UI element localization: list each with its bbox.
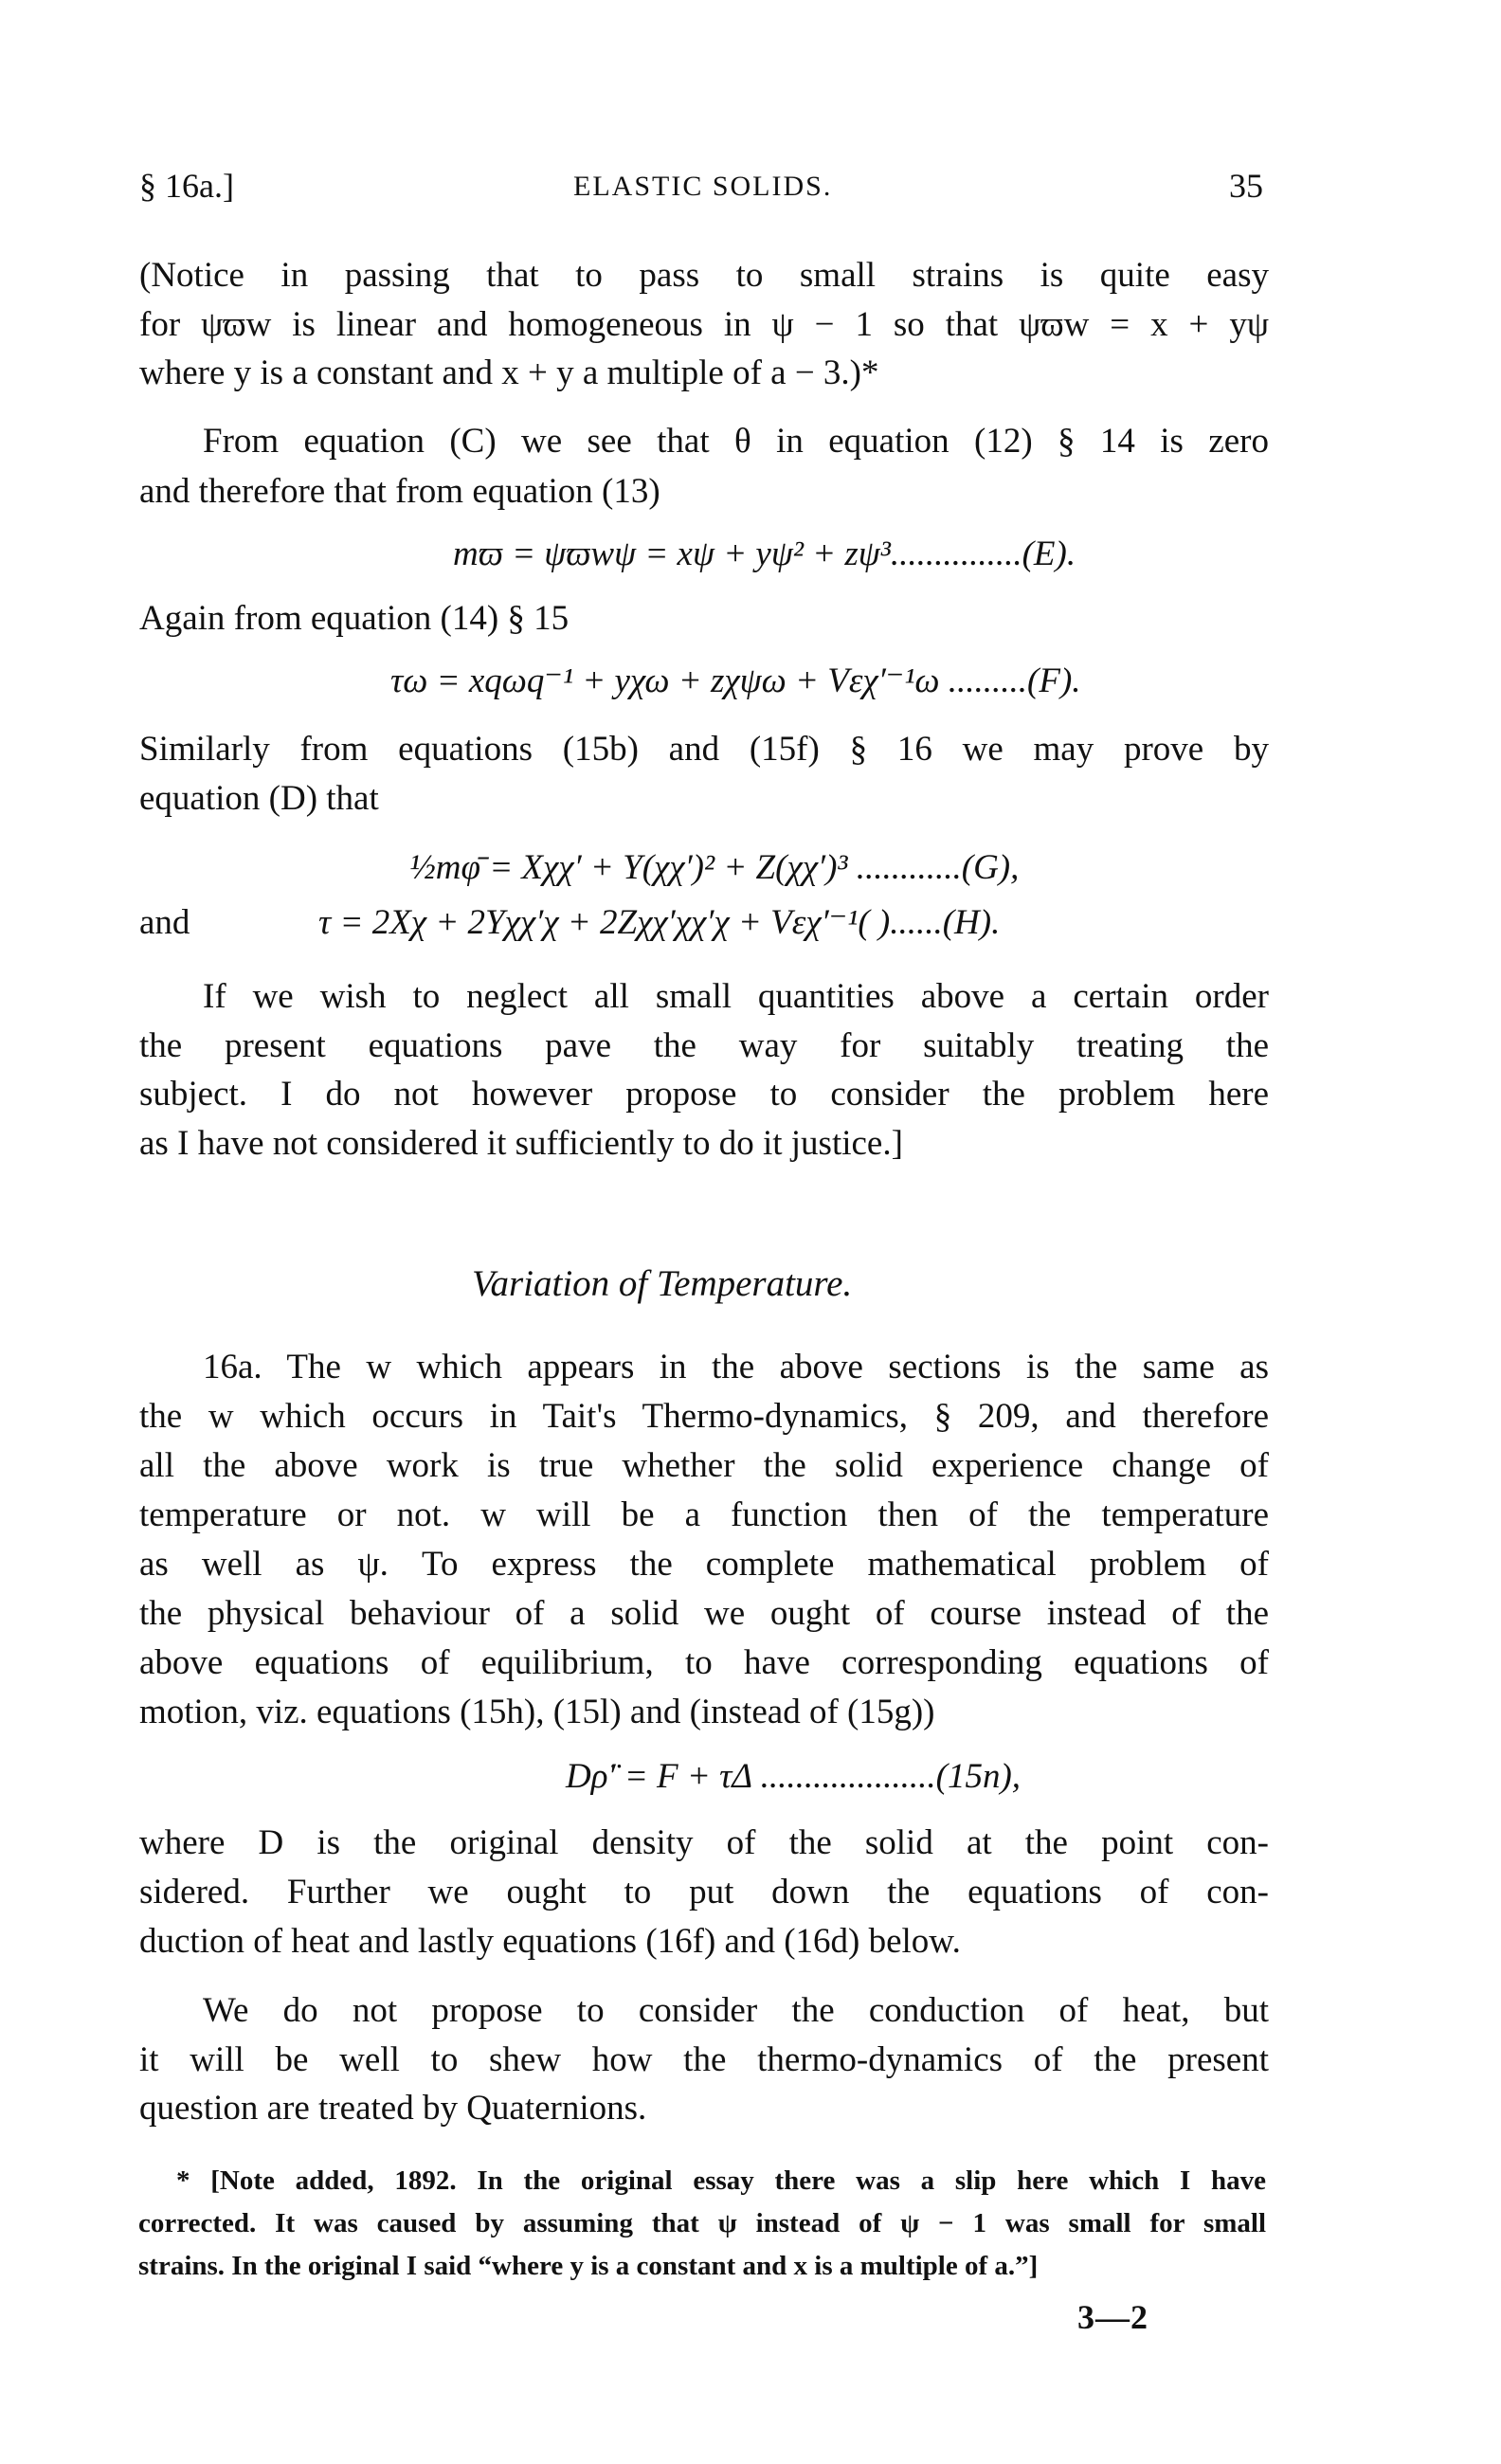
para5-line3: subject. I do not however propose to consider the problem here <box>139 1075 1269 1114</box>
section-title: Variation of Temperature. <box>472 1263 853 1304</box>
equation-15n: Dρ̈′ = F + τΔ ....................(15n), <box>566 1757 1022 1796</box>
para8-line2: it will be well to shew how the thermo-dynamics of the present <box>139 2040 1269 2079</box>
equation-H: τ = 2Xχ + 2Yχχ′χ + 2Zχχ′χχ′χ + Vεχ′⁻¹( )......(H). <box>318 903 1001 942</box>
equation-E: mϖ = ψϖwψ = xψ + yψ² + zψ³...............(E). <box>453 534 1076 573</box>
para1-line2: for ψϖw is linear and homogeneous in ψ − 1 so that ψϖw = x + yψ <box>139 305 1269 344</box>
para4-line1: Similarly from equations (15b) and (15f) § 16 we may prove by <box>139 730 1269 769</box>
para5-line4: as I have not considered it sufficiently to do it justice.] <box>139 1124 903 1163</box>
para4-line2: equation (D) that <box>139 779 379 818</box>
para6-line3: all the above work is true whether the solid experience change of <box>139 1446 1269 1485</box>
header-section-ref: § 16a.] <box>139 167 234 205</box>
header-title: ELASTIC SOLIDS. <box>573 171 833 202</box>
para7-line1: where D is the original density of the solid at the point con- <box>139 1823 1269 1862</box>
para6-line6: the physical behaviour of a solid we ought of course instead of the <box>139 1594 1269 1633</box>
header-page-number: 35 <box>1229 167 1263 205</box>
equation-G: ½mφ̄ = Xχχ′ + Y(χχ′)² + Z(χχ′)³ ............(G), <box>409 848 1020 887</box>
para3-line1: Again from equation (14) § 15 <box>139 599 570 638</box>
para2-line1: From equation (C) we see that θ in equation (12) § 14 is zero <box>203 422 1269 461</box>
para2-line2: and therefore that from equation (13) <box>139 472 660 511</box>
footnote-line3: strains. In the original I said “where y is a constant and x is a multiple of a.”] <box>138 2251 1039 2281</box>
para6-line1: 16a. The w which appears in the above sections is the same as <box>203 1348 1269 1386</box>
para7-line3: duction of heat and lastly equations (16f) and (16d) below. <box>139 1922 961 1961</box>
para6-line8: motion, viz. equations (15h), (15l) and (instead of (15g)) <box>139 1693 935 1731</box>
para5-line2: the present equations pave the way for suitably treating the <box>139 1026 1269 1065</box>
para1-line3: where y is a constant and x + y a multiple of a − 3.)* <box>139 353 879 392</box>
para1-line1: (Notice in passing that to pass to small strains is quite easy <box>139 256 1269 295</box>
footnote-line2: corrected. It was caused by assuming that ψ instead of ψ − 1 was small for small <box>138 2208 1266 2238</box>
para8-line3: question are treated by Quaternions. <box>139 2089 647 2128</box>
para6-line2: the w which occurs in Tait's Thermo-dynamics, § 209, and therefore <box>139 1397 1269 1436</box>
equation-F: τω = xqωq⁻¹ + yχω + zχψω + Vεχ′⁻¹ω .........(F). <box>390 661 1081 700</box>
signature-mark: 3—2 <box>1077 2298 1148 2336</box>
para7-line2: sidered. Further we ought to put down the equations of con- <box>139 1873 1269 1911</box>
para5-line1: If we wish to neglect all small quantities above a certain order <box>203 977 1269 1016</box>
para6-line7: above equations of equilibrium, to have corresponding equations of <box>139 1643 1269 1682</box>
para6-line5: as well as ψ. To express the complete mathematical problem of <box>139 1545 1269 1584</box>
footnote-line1: * [Note added, 1892. In the original essay there was a slip here which I have <box>176 2165 1266 2196</box>
equation-H-label: and <box>139 903 190 942</box>
para6-line4: temperature or not. w will be a function then of the temperature <box>139 1495 1269 1534</box>
para8-line1: We do not propose to consider the conduction of heat, but <box>203 1991 1269 2030</box>
